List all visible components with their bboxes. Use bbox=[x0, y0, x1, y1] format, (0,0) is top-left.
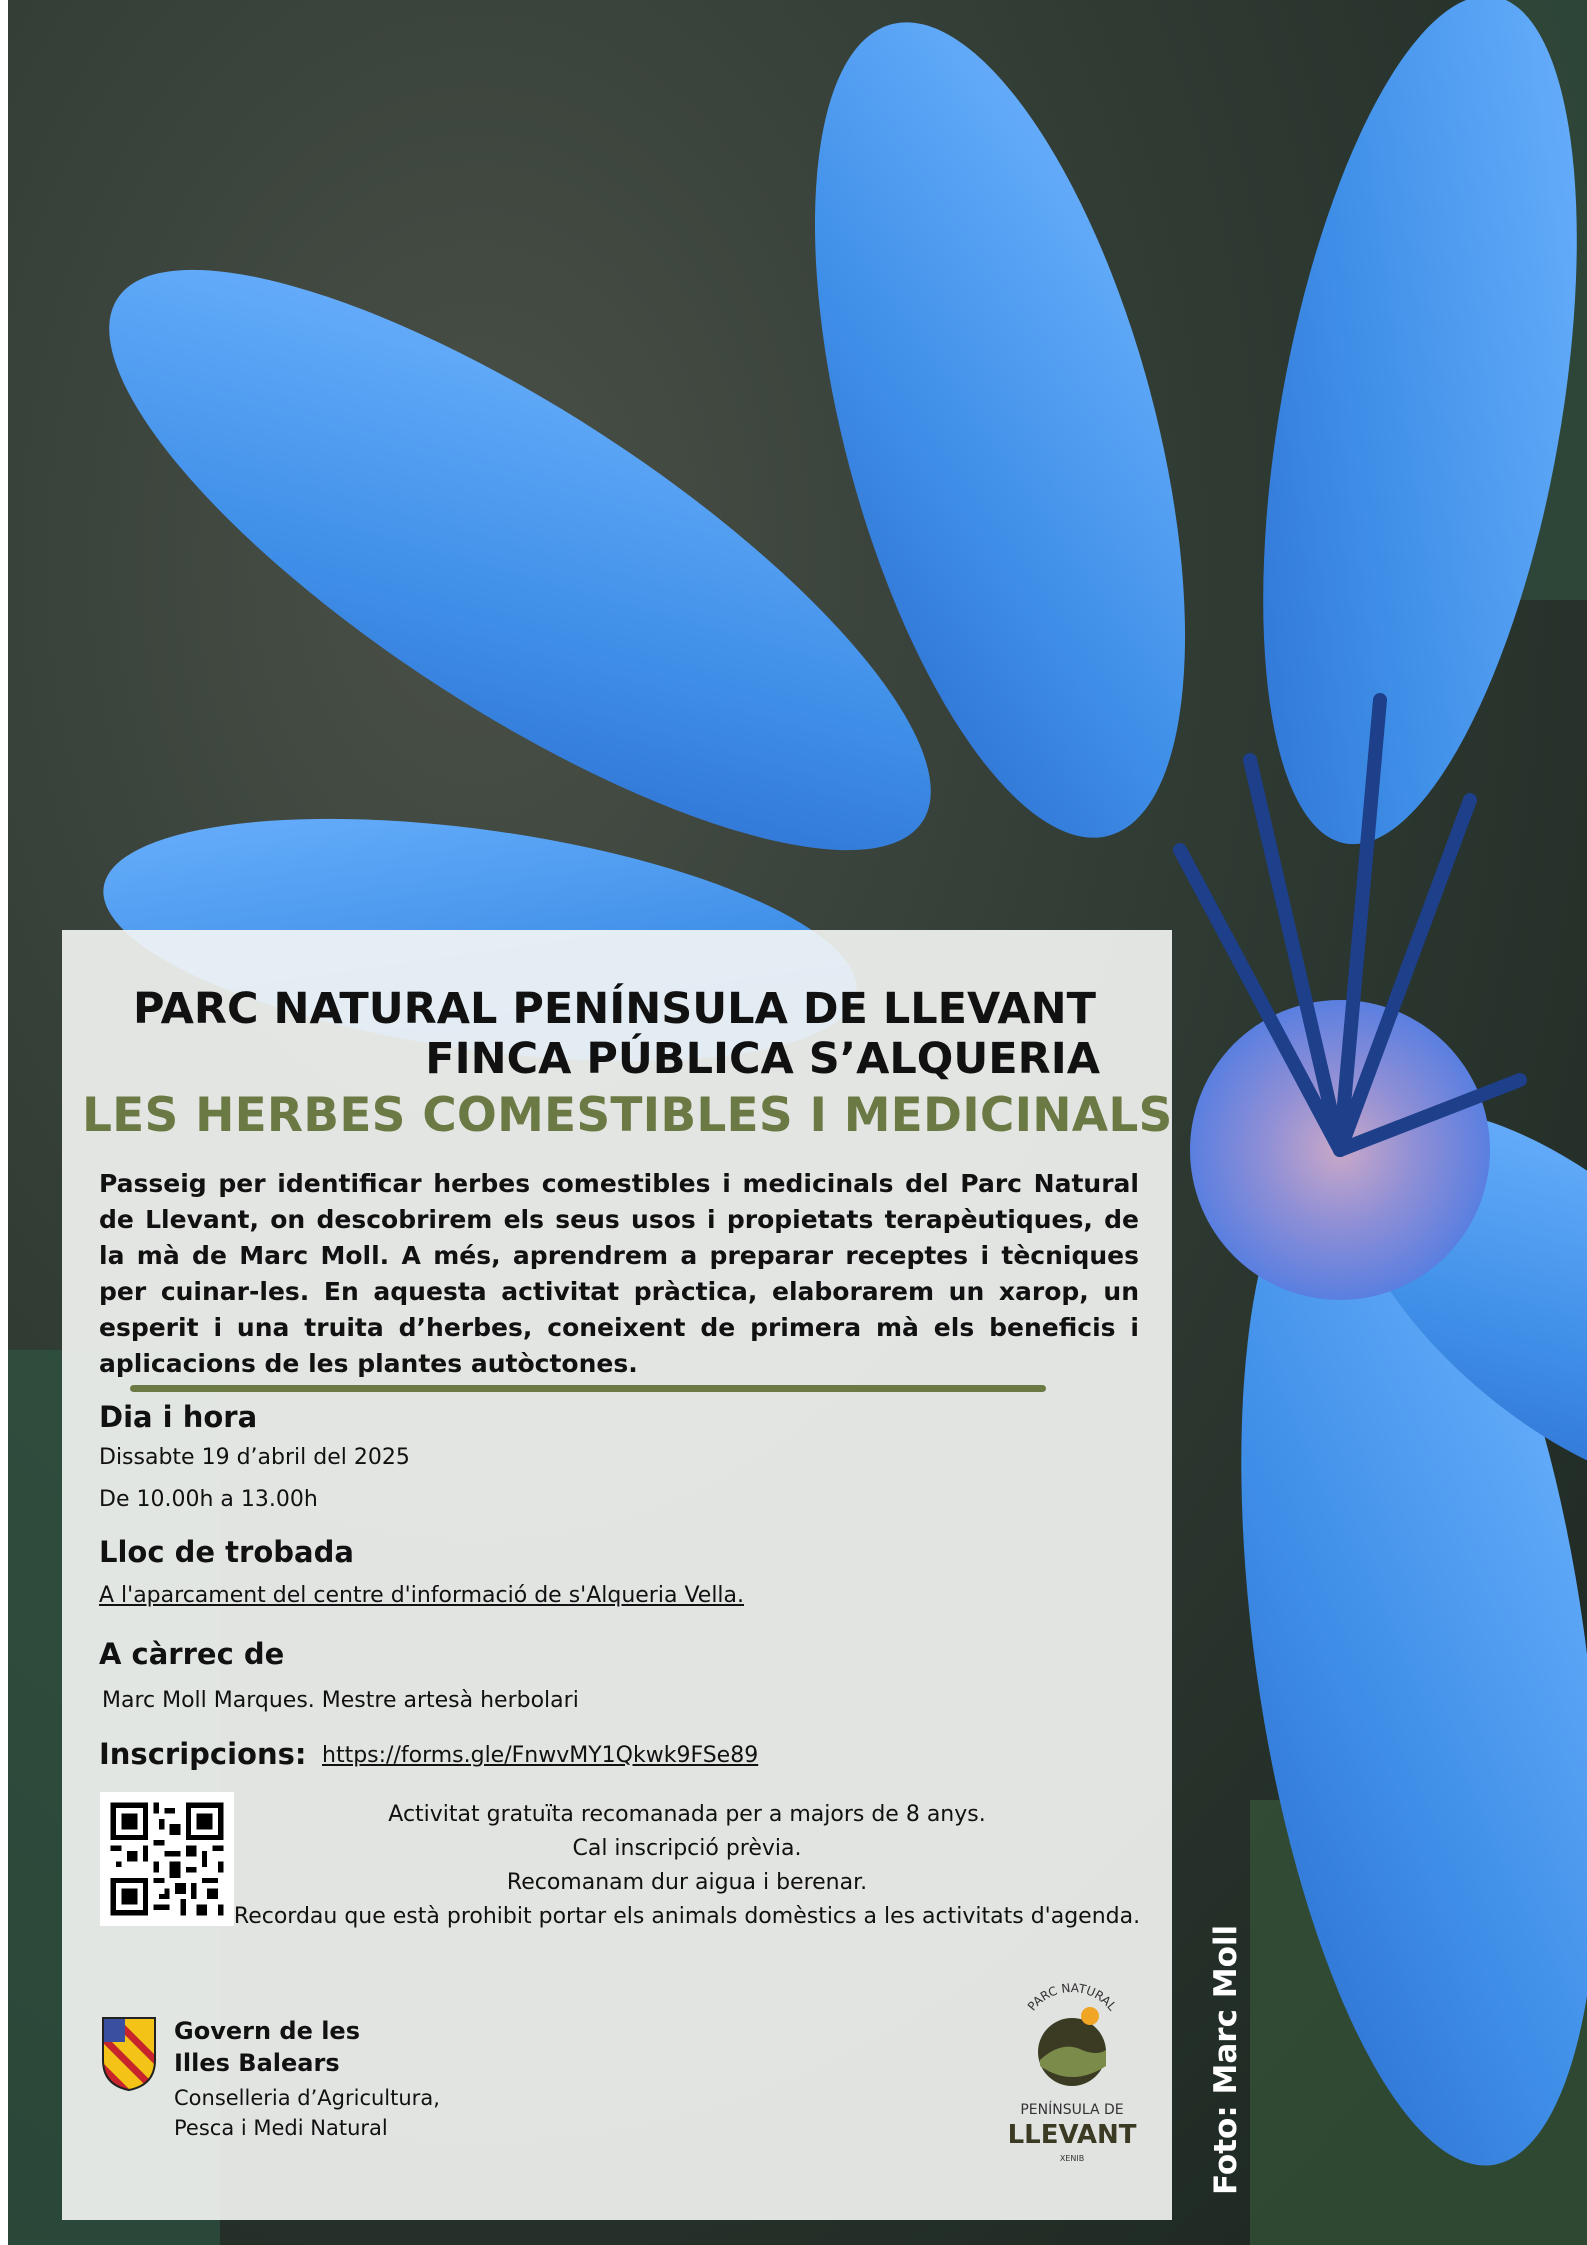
park-logo-small: XENIB bbox=[1059, 2154, 1085, 2163]
note-age: Activitat gratuïta recomanada per a majors de 8 anys. bbox=[388, 1802, 986, 1827]
when-heading: Dia i hora bbox=[99, 1400, 258, 1434]
park-emblem-icon bbox=[1002, 1980, 1142, 2090]
government-logo-text bbox=[174, 2015, 440, 2143]
finca-title: FINCA PÚBLICA S’ALQUERIA bbox=[425, 1034, 1100, 1084]
host-name: Marc Moll Marques. Mestre artesà herbolari bbox=[102, 1688, 579, 1713]
park-logo-name: LLEVANT bbox=[1007, 2120, 1137, 2150]
meeting-place: A l'aparcament del centre d'informació de s'Alqueria Vella. bbox=[99, 1583, 745, 1608]
activity-description: Passeig per identificar herbes comestibles i medicinals del Parc Natural de Llevant, on descobrirem els seus usos i propietats terapèutiques, de la mà de Marc Moll. A més, aprendrem a preparar receptes i tècniques per cuinar-les. En aquesta activitat pràctica, elaborarem un xarop, un esperit i una truita d’herbes, coneixent de primera mà els beneficis i aplicacions de les plantes autòctones. bbox=[99, 1169, 1139, 1378]
registration-link[interactable]: https://forms.gle/FnwvMY1Qkwk9FSe89 bbox=[322, 1743, 759, 1768]
activity-headline: LES HERBES COMESTIBLES I MEDICINALS bbox=[82, 1088, 1173, 1143]
park-logo bbox=[1002, 1980, 1142, 2210]
host-heading: A càrrec de bbox=[99, 1637, 285, 1671]
gov-line1: Govern de les bbox=[174, 2017, 360, 2045]
photo-credit: Foto: Marc Moll bbox=[1208, 1924, 1244, 2195]
qr-code[interactable] bbox=[100, 1792, 234, 1926]
activity-notes bbox=[222, 1798, 1152, 1934]
note-registration: Cal inscripció prèvia. bbox=[572, 1836, 802, 1861]
park-logo-line: PENÍNSULA DE bbox=[1020, 2102, 1124, 2118]
gov-line2: Illes Balears bbox=[174, 2049, 340, 2077]
dept-line2: Pesca i Medi Natural bbox=[174, 2116, 388, 2140]
dept-line1: Conselleria d’Agricultura, bbox=[174, 2086, 440, 2110]
svg-text:PARC NATURAL: PARC NATURAL bbox=[1024, 1980, 1120, 2014]
event-time: De 10.00h a 13.00h bbox=[99, 1487, 318, 1512]
registration-label: Inscripcions: bbox=[99, 1737, 307, 1771]
park-title: PARC NATURAL PENÍNSULA DE LLEVANT bbox=[133, 984, 1096, 1034]
left-margin-strip bbox=[0, 0, 8, 2245]
where-heading: Lloc de trobada bbox=[99, 1535, 354, 1569]
info-panel bbox=[62, 930, 1172, 2220]
section-divider bbox=[130, 1385, 1046, 1392]
note-pets: Recordau que està prohibit portar els animals domèstics a les activitats d'agenda. bbox=[233, 1904, 1141, 1929]
balearic-shield-icon bbox=[100, 2015, 158, 2093]
event-date: Dissabte 19 d’abril del 2025 bbox=[99, 1445, 410, 1470]
note-supplies: Recomanam dur aigua i berenar. bbox=[506, 1870, 868, 1895]
